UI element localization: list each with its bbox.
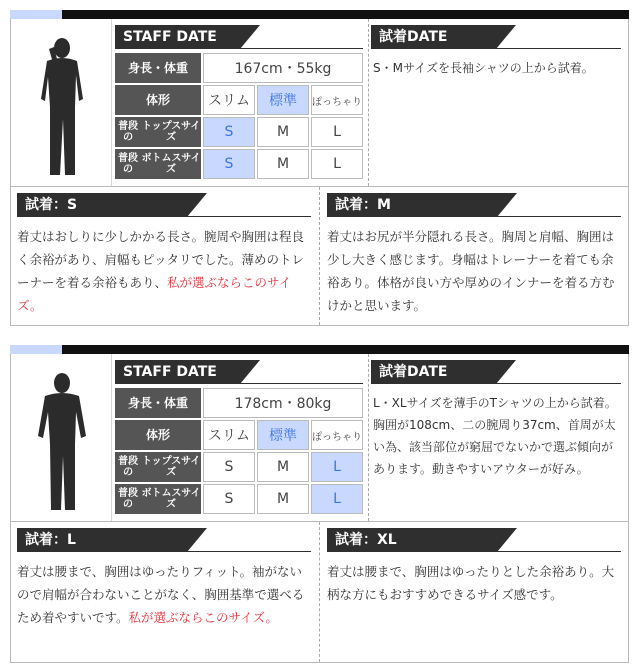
label-tops-size: 普段の トップスサイズ — [115, 117, 201, 147]
trial-date-panel — [371, 360, 621, 480]
staff-date-header — [115, 360, 363, 384]
build-option-slim: スリム — [203, 85, 255, 115]
block-frame — [10, 19, 629, 326]
build-option-chubby: ぽっちゃり — [311, 420, 363, 450]
row-height-weight — [115, 53, 363, 83]
row-build — [115, 420, 363, 450]
label-tops-size: 普段の トップスサイズ — [115, 452, 201, 482]
staff-data-panel — [115, 360, 363, 516]
staff-data-panel — [115, 25, 363, 181]
build-option-standard: 標準 — [257, 420, 309, 450]
fit-l-panel — [17, 528, 311, 629]
tops-size-m: M — [257, 117, 309, 147]
row-bottoms-size — [115, 149, 363, 179]
tops-size-s: S — [203, 452, 255, 482]
staff-block-2 — [10, 345, 629, 663]
trial-date-text: S・Mサイズを長袖シャツの上から試着。 — [373, 61, 594, 75]
trial-date-header — [371, 25, 621, 49]
build-option-chubby: ぽっちゃり — [311, 85, 363, 115]
staff-date-tab: STAFF DATE — [115, 25, 240, 49]
build-option-standard: 標準 — [257, 85, 309, 115]
staff-info-row — [11, 354, 628, 522]
fit-comments-row — [11, 522, 628, 662]
bottoms-size-s: S — [203, 149, 255, 179]
person-standing-icon — [31, 372, 93, 512]
trial-date-panel — [371, 25, 621, 79]
fit-l-title: 試着：L — [17, 528, 187, 552]
person-phone-icon — [31, 37, 93, 177]
label-height-weight: 身長・体重 — [115, 53, 201, 83]
fit-l-header — [17, 528, 311, 552]
tops-size-l: L — [311, 452, 363, 482]
trial-date-tab: 試着DATE — [371, 25, 496, 49]
divider — [319, 522, 320, 662]
block-top-bar — [10, 345, 629, 354]
fit-s-panel — [17, 193, 311, 317]
fit-xl-header — [327, 528, 621, 552]
bottoms-size-l: L — [311, 149, 363, 179]
fit-m-text: 着丈はお尻が半分隠れる長さ。胸周と肩幅、胸囲は少し大きく感じます。身幅はトレーナーを着ても余裕あり。体格が良い方や厚めのインナーを着る方むけかと思います。 — [327, 229, 615, 313]
tops-size-s: S — [203, 117, 255, 147]
label-height-weight: 身長・体重 — [115, 388, 201, 418]
trial-date-text: L・XLサイズを薄手のTシャツの上から試着。胸囲が108cm、二の腕周り37cm、首周が太い為、該当部位が窮屈でないかで選ぶ傾向があります。動きやすいアウターが好み。 — [373, 396, 617, 476]
fit-comments-row — [11, 187, 628, 325]
label-build: 体形 — [115, 420, 201, 450]
bottoms-size-l: L — [311, 484, 363, 514]
block-top-bar — [10, 10, 629, 19]
top-bar-accent — [10, 345, 62, 354]
divider — [368, 354, 369, 521]
fit-s-title: 試着：S — [17, 193, 187, 217]
row-build — [115, 85, 363, 115]
fit-m-header — [327, 193, 621, 217]
tops-size-l: L — [311, 117, 363, 147]
staff-info-row — [11, 19, 628, 187]
staff-date-tab: STAFF DATE — [115, 360, 240, 384]
block-frame — [10, 354, 629, 663]
bottoms-size-m: M — [257, 149, 309, 179]
fit-xl-title: 試着：XL — [327, 528, 497, 552]
label-bottoms-size: 普段の ボトムスサイズ — [115, 484, 201, 514]
bottoms-size-s: S — [203, 484, 255, 514]
value-height-weight: 178cm・80kg — [203, 388, 363, 418]
staff-silhouette — [11, 19, 112, 186]
recommend-text: 私が選ぶならこのサイズ。 — [128, 610, 278, 625]
row-tops-size — [115, 117, 363, 147]
divider — [319, 187, 320, 325]
tops-size-m: M — [257, 452, 309, 482]
fit-s-text: 着丈はおしりに少しかかる長さ。腕周や胸囲は程良く余裕があり、肩幅もピッタリでした。薄めのトレーナーを着る余裕もあり、私が選ぶならこのサイズ。 — [17, 229, 305, 313]
bottoms-size-m: M — [257, 484, 309, 514]
top-bar-accent — [10, 10, 62, 19]
staff-silhouette — [11, 354, 112, 521]
staff-data-table — [115, 388, 363, 514]
fit-m-title: 試着：M — [327, 193, 497, 217]
row-height-weight — [115, 388, 363, 418]
build-option-slim: スリム — [203, 420, 255, 450]
fit-xl-text: 着丈は腰まで、胸囲はゆったりとした余裕あり。大柄な方にもおすすめできるサイズ感です。 — [327, 564, 615, 602]
recommend-text: 私が選ぶならこのサイズ。 — [17, 275, 292, 313]
row-bottoms-size — [115, 484, 363, 514]
staff-block-1 — [10, 10, 629, 326]
fit-l-text: 着丈は腰まで、胸囲はゆったりフィット。袖がないので肩幅が合わないことがなく、胸囲基準で選べるため着やすいです。私が選ぶならこのサイズ。 — [17, 564, 305, 625]
label-build: 体形 — [115, 85, 201, 115]
staff-date-header — [115, 25, 363, 49]
fit-s-header — [17, 193, 311, 217]
fit-m-panel — [327, 193, 621, 317]
trial-date-header — [371, 360, 621, 384]
divider — [368, 19, 369, 186]
label-bottoms-size: 普段の ボトムスサイズ — [115, 149, 201, 179]
trial-date-tab: 試着DATE — [371, 360, 496, 384]
staff-data-table — [115, 53, 363, 179]
value-height-weight: 167cm・55kg — [203, 53, 363, 83]
row-tops-size — [115, 452, 363, 482]
fit-xl-panel — [327, 528, 621, 606]
